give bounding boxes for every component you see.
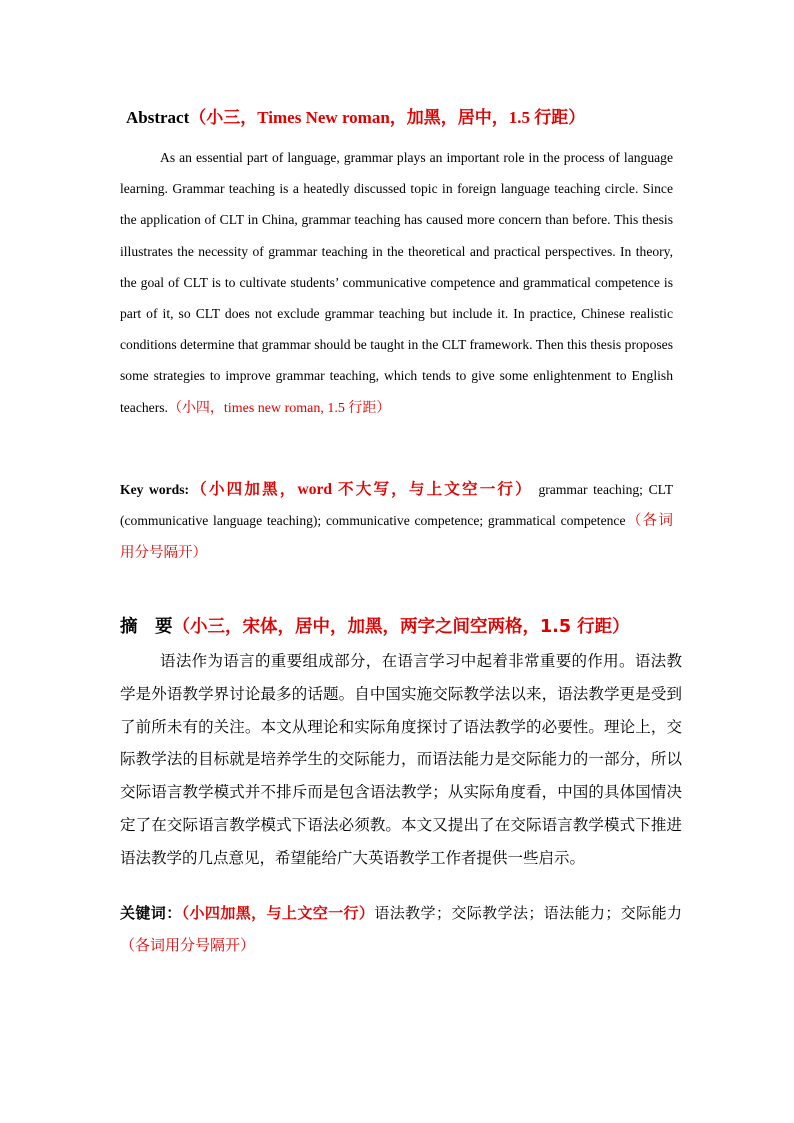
keywords-en [120, 474, 673, 569]
abstract-title-text: Abstract [126, 108, 190, 127]
keywords-cn-note: （各词用分号隔开） [120, 936, 256, 954]
abstract-cn-body: 语法作为语言的重要组成部分，在语言学习中起着非常重要的作用。语法教学是外语教学界讨论最多的话题。自中国实施交际教学法以来，语法教学更是受到了前所未有的关注。本文从理论和实际角度探讨了语法教学的必要性。理论上，交际教学法的目标就是培养学生的交际能力，而语法能力是交际能力的一部分，所以交际语言教学模式并不排斥而是包含语法教学；从实际角度看，中国的具体国情决定了在交际语言教学模式下语法必须教。本文又提出了在交际语言教学模式下推进语法教学的几点意见，希望能给广大英语教学工作者提供一些启示。 [120, 652, 682, 867]
keywords-cn-label-note: （小四加黑，与上文空一行） [181, 904, 375, 922]
keywords-en-text: grammar teaching; CLT (communicative language teaching); communicative competence; grammatical competence [120, 482, 673, 528]
abstract-body-note: （小四，times new roman, 1.5 行距） [167, 400, 391, 416]
keywords-cn-text: 语法教学；交际教学法；语法能力；交际能力 [374, 904, 682, 922]
keywords-cn-label: 关键词： [120, 904, 182, 922]
keywords-cn [120, 897, 682, 961]
abstract-body [120, 142, 673, 424]
abstract-cn-title-text: 摘 要 [120, 617, 173, 637]
abstract-cn-title [120, 612, 720, 642]
abstract-title-note: （小三，Times New roman，加黑，居中，1.5 行距） [189, 108, 586, 127]
keywords-en-note: （各词用分号隔开） [120, 513, 673, 561]
abstract-body-text: As an essential part of language, grammar plays an important role in the process of language learning. Grammar teaching is a heatedly discussed topic in foreign language teaching circle. Since the application of CLT in China, grammar teaching has caused more concern than before. This thesis illustrates the necessity of grammar teaching in the theoretical and practical perspectives. In theory, the goal of CLT is to cultivate students’ communicative competence and grammatical competence is part of it, so CLT does not exclude grammar teaching but include it. In practice, Chinese realistic conditions determine that grammar should be taught in the CLT framework. Then this thesis proposes some strategies to improve grammar teaching, which tends to give some enlightenment to English teachers. [120, 150, 673, 415]
keywords-en-label: Key words: [120, 482, 190, 497]
abstract-cn-title-note: （小三，宋体，居中，加黑，两字之间空两格，1.5 行距） [172, 617, 630, 637]
keywords-en-label-note: （小四加黑，word 不大写，与上文空一行） [189, 481, 533, 498]
abstract-title [126, 104, 686, 132]
